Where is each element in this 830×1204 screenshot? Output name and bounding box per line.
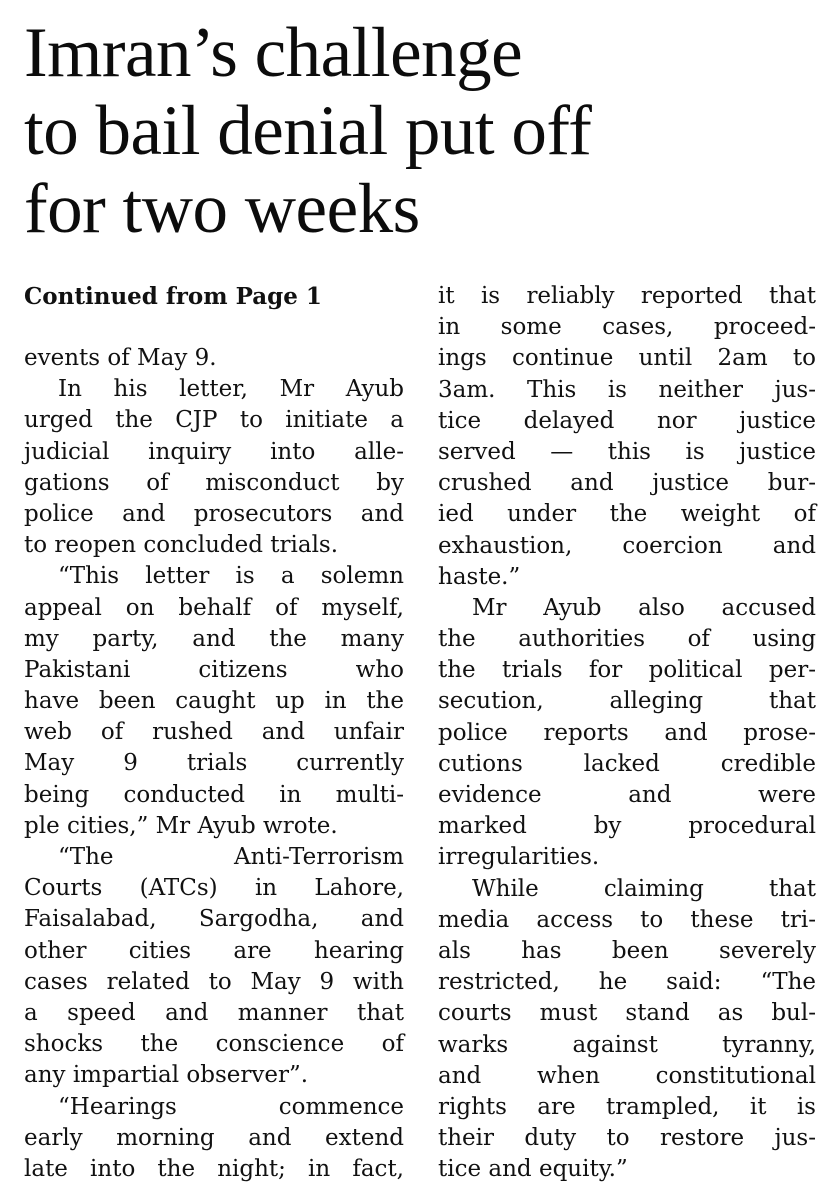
text-line: May 9 trials currently <box>24 750 404 777</box>
text-line: secution, alleging that <box>438 688 816 715</box>
text-line: to reopen concluded trials. <box>24 532 339 559</box>
text-line: the trials for political per- <box>438 657 816 684</box>
text-line: als has been severely <box>438 937 816 964</box>
text-line: tice and equity.” <box>438 1156 628 1183</box>
headline-line: to bail denial put off <box>24 92 592 170</box>
text-line: it is reliably reported that <box>438 283 816 309</box>
text-line: police and prosecutors and <box>24 500 404 527</box>
text-line: a speed and manner that <box>24 999 404 1026</box>
text-line: media access to these tri- <box>438 906 816 933</box>
text-line: ings continue until 2am to <box>438 345 816 372</box>
text-line: other cities are hearing <box>24 937 404 964</box>
text-line: In his letter, Mr Ayub <box>58 376 404 403</box>
text-line: the authorities of using <box>438 626 816 653</box>
text-line: “The Anti-Terrorism <box>58 844 404 870</box>
text-line: have been caught up in the <box>24 688 404 715</box>
text-line: any impartial observer”. <box>24 1062 309 1089</box>
text-line: being conducted in multi- <box>24 781 404 808</box>
text-line: urged the CJP to initiate a <box>24 407 404 434</box>
text-line: “This letter is a solemn <box>58 563 404 590</box>
text-line: and when constitutional <box>438 1062 816 1089</box>
text-line: evidence and were <box>438 782 816 808</box>
text-line: crushed and justice bur- <box>438 470 816 497</box>
headline-line: Imran’s challenge <box>24 14 523 92</box>
text-line: 3am. This is neither jus- <box>438 376 816 403</box>
text-line: served — this is justice <box>438 438 816 465</box>
text-line: their duty to restore jus- <box>438 1125 816 1152</box>
text-line: exhaustion, coercion and <box>438 532 816 559</box>
text-line: cutions lacked credible <box>438 750 816 777</box>
text-line: web of rushed and unfair <box>24 719 404 746</box>
text-line: police reports and prose- <box>438 719 816 746</box>
text-line: gations of misconduct by <box>24 469 404 496</box>
headline <box>24 14 824 248</box>
right-column <box>438 281 816 1185</box>
continued-from-label: Continued from Page 1 <box>24 283 322 310</box>
text-line: Courts (ATCs) in Lahore, <box>24 875 404 902</box>
text-line: haste.” <box>438 563 521 590</box>
text-line: cases related to May 9 with <box>24 968 404 995</box>
text-line: events of May 9. <box>24 345 217 371</box>
left-column <box>24 343 404 1185</box>
text-line: courts must stand as bul- <box>438 1000 816 1027</box>
text-line: in some cases, proceed- <box>438 314 816 341</box>
text-line: ple cities,” Mr Ayub wrote. <box>24 812 338 839</box>
text-line: warks against tyranny, <box>438 1031 816 1058</box>
text-line: restricted, he said: “The <box>438 969 816 996</box>
text-line: appeal on behalf of myself, <box>24 594 404 621</box>
text-line: judicial inquiry into alle- <box>24 438 404 465</box>
text-line: tice delayed nor justice <box>438 407 816 434</box>
text-line: Mr Ayub also accused <box>472 594 816 621</box>
text-line: marked by procedural <box>438 813 816 840</box>
text-line: Pakistani citizens who <box>24 656 404 683</box>
text-line: shocks the conscience of <box>24 1031 404 1058</box>
text-line: Faisalabad, Sargodha, and <box>24 906 404 933</box>
text-line: early morning and extend <box>24 1124 404 1151</box>
text-line: late into the night; in fact, <box>24 1155 404 1182</box>
headline-line: for two weeks <box>24 170 420 248</box>
text-line: While claiming that <box>472 875 816 902</box>
text-line: rights are trampled, it is <box>438 1093 816 1120</box>
text-line: ied under the weight of <box>438 501 816 528</box>
text-line: irregularities. <box>438 844 600 871</box>
text-line: “Hearings commence <box>58 1093 404 1120</box>
text-line: my party, and the many <box>24 625 404 652</box>
